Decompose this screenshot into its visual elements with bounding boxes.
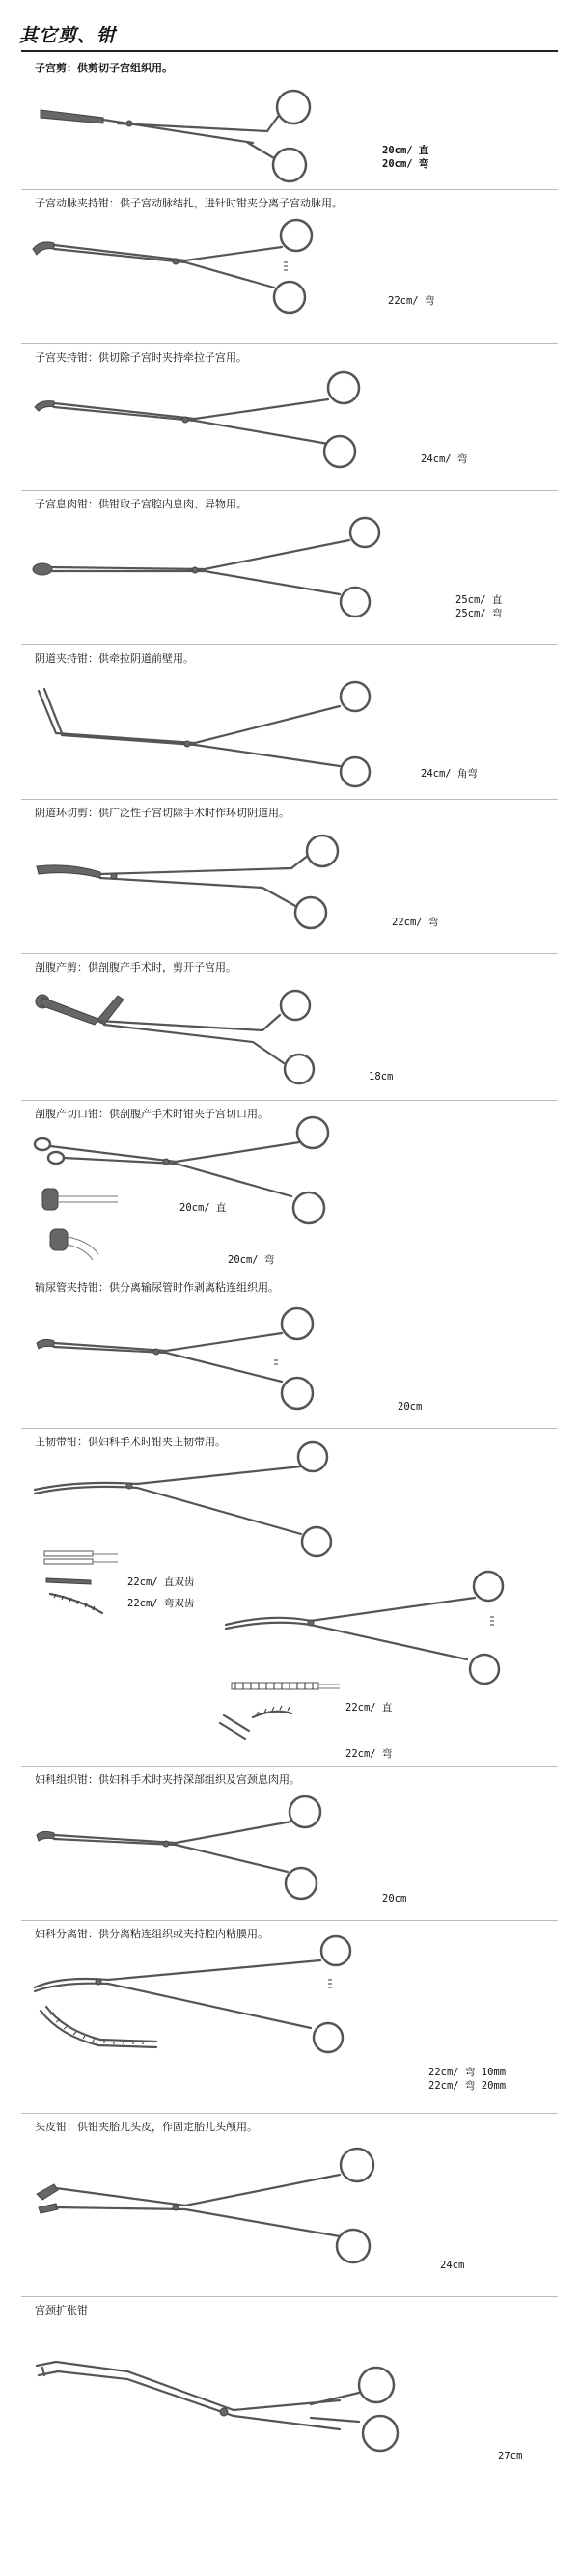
section-heading: 子宫剪：供剪切子宫组织用。 [35,62,173,74]
section-heading: 妇科分离钳：供分离粘连组织或夹持腔内粘膜用。 [35,1928,268,1940]
title-divider [21,50,558,52]
cesarean-scissors-image [21,953,558,1100]
uterine-scissors-image [21,54,558,189]
section-ureter-forceps [21,1274,558,1429]
section-vaginal-forceps [21,644,558,800]
size-label: 24cm/ 弯 [421,453,468,465]
polyp-forceps-image [21,490,558,644]
section-heading: 宫颈扩张钳 [35,2304,88,2316]
gyn-tissue-forceps-image [21,1766,558,1920]
section-heading: 输尿管夹持钳：供分离输尿管时作剥离粘连组织用。 [35,1281,279,1294]
section-cervical-dilator [21,2296,558,2557]
uterine-artery-forceps-image [21,189,558,343]
section-heading: 阴道环切剪：供广泛性子宫切除手术时作环切阴道用。 [35,807,290,819]
section-heading: 子宫息肉钳：供钳取子宫腔内息肉、异物用。 [35,498,247,510]
size-label: 22cm/ 直双齿 [127,1576,195,1588]
section-polyp-forceps [21,490,558,645]
section-heading: 妇科组织钳：供妇科手术时夹持深部组织及宫颈息肉用。 [35,1773,300,1786]
section-uterine-artery-forceps [21,189,558,344]
size-label: 20cm/ 直 [382,145,429,156]
size-label: 22cm/ 弯双齿 [127,1598,195,1609]
cesarean-incision-forceps-image [21,1100,558,1274]
size-label: 24cm/ 角弯 [421,768,478,780]
page-title: 其它剪、钳 [19,25,117,46]
size-label: 20cm/ 弯 [382,158,429,170]
section-heading: 剖腹产切口钳：供剖腹产手术时钳夹子宫切口用。 [35,1108,268,1120]
section-gyn-dissecting-forceps [21,1920,558,2114]
section-scalp-forceps [21,2113,558,2297]
size-label: 20cm/ 弯 [228,1254,275,1266]
section-vaginal-scissors [21,799,558,954]
size-label: 25cm/ 弯 [455,608,503,619]
vaginal-scissors-image [21,799,558,953]
section-heading: 子宫夹持钳：供切除子宫时夹持牵拉子宫用。 [35,351,247,364]
section-uterine-scissors [21,54,558,190]
size-label: 18cm [369,1071,394,1082]
uterine-grasping-forceps-image [21,343,558,490]
size-label: 22cm/ 弯 10mm [428,2067,507,2078]
size-label: 22cm/ 直 [345,1702,393,1713]
size-label: 25cm/ 直 [455,594,503,606]
size-label: 27cm [498,2451,523,2462]
size-label: 24cm [440,2260,465,2271]
size-label: 22cm/ 弯 20mm [428,2080,507,2092]
ligament-forceps-image [21,1428,558,1766]
section-heading: 阴道夹持钳：供牵拉阴道前壁用。 [35,652,194,665]
scalp-forceps-image [21,2113,558,2296]
section-heading: 主韧带钳：供妇科手术时钳夹主韧带用。 [35,1436,226,1448]
section-ligament-forceps [21,1428,558,1767]
section-heading: 子宫动脉夹持钳：供子宫动脉结扎，进针时钳夹分离子宫动脉用。 [35,197,343,209]
cervical-dilator-image [21,2296,558,2557]
size-label: 20cm/ 直 [179,1202,227,1214]
size-label: 20cm [382,1893,407,1905]
section-heading: 剖腹产剪：供剖腹产手术时，剪开子宫用。 [35,961,236,973]
section-cesarean-scissors [21,953,558,1101]
size-label: 22cm/ 弯 [392,917,439,928]
size-label: 22cm/ 弯 [388,295,435,307]
section-gyn-tissue-forceps [21,1766,558,1921]
section-uterine-grasping-forceps [21,343,558,491]
ureter-forceps-image [21,1274,558,1428]
section-heading: 头皮钳：供钳夹胎儿头皮，作固定胎儿头颅用。 [35,2121,258,2133]
section-cesarean-incision-forceps [21,1100,558,1274]
size-label: 20cm [398,1401,423,1412]
size-label: 22cm/ 弯 [345,1748,393,1760]
